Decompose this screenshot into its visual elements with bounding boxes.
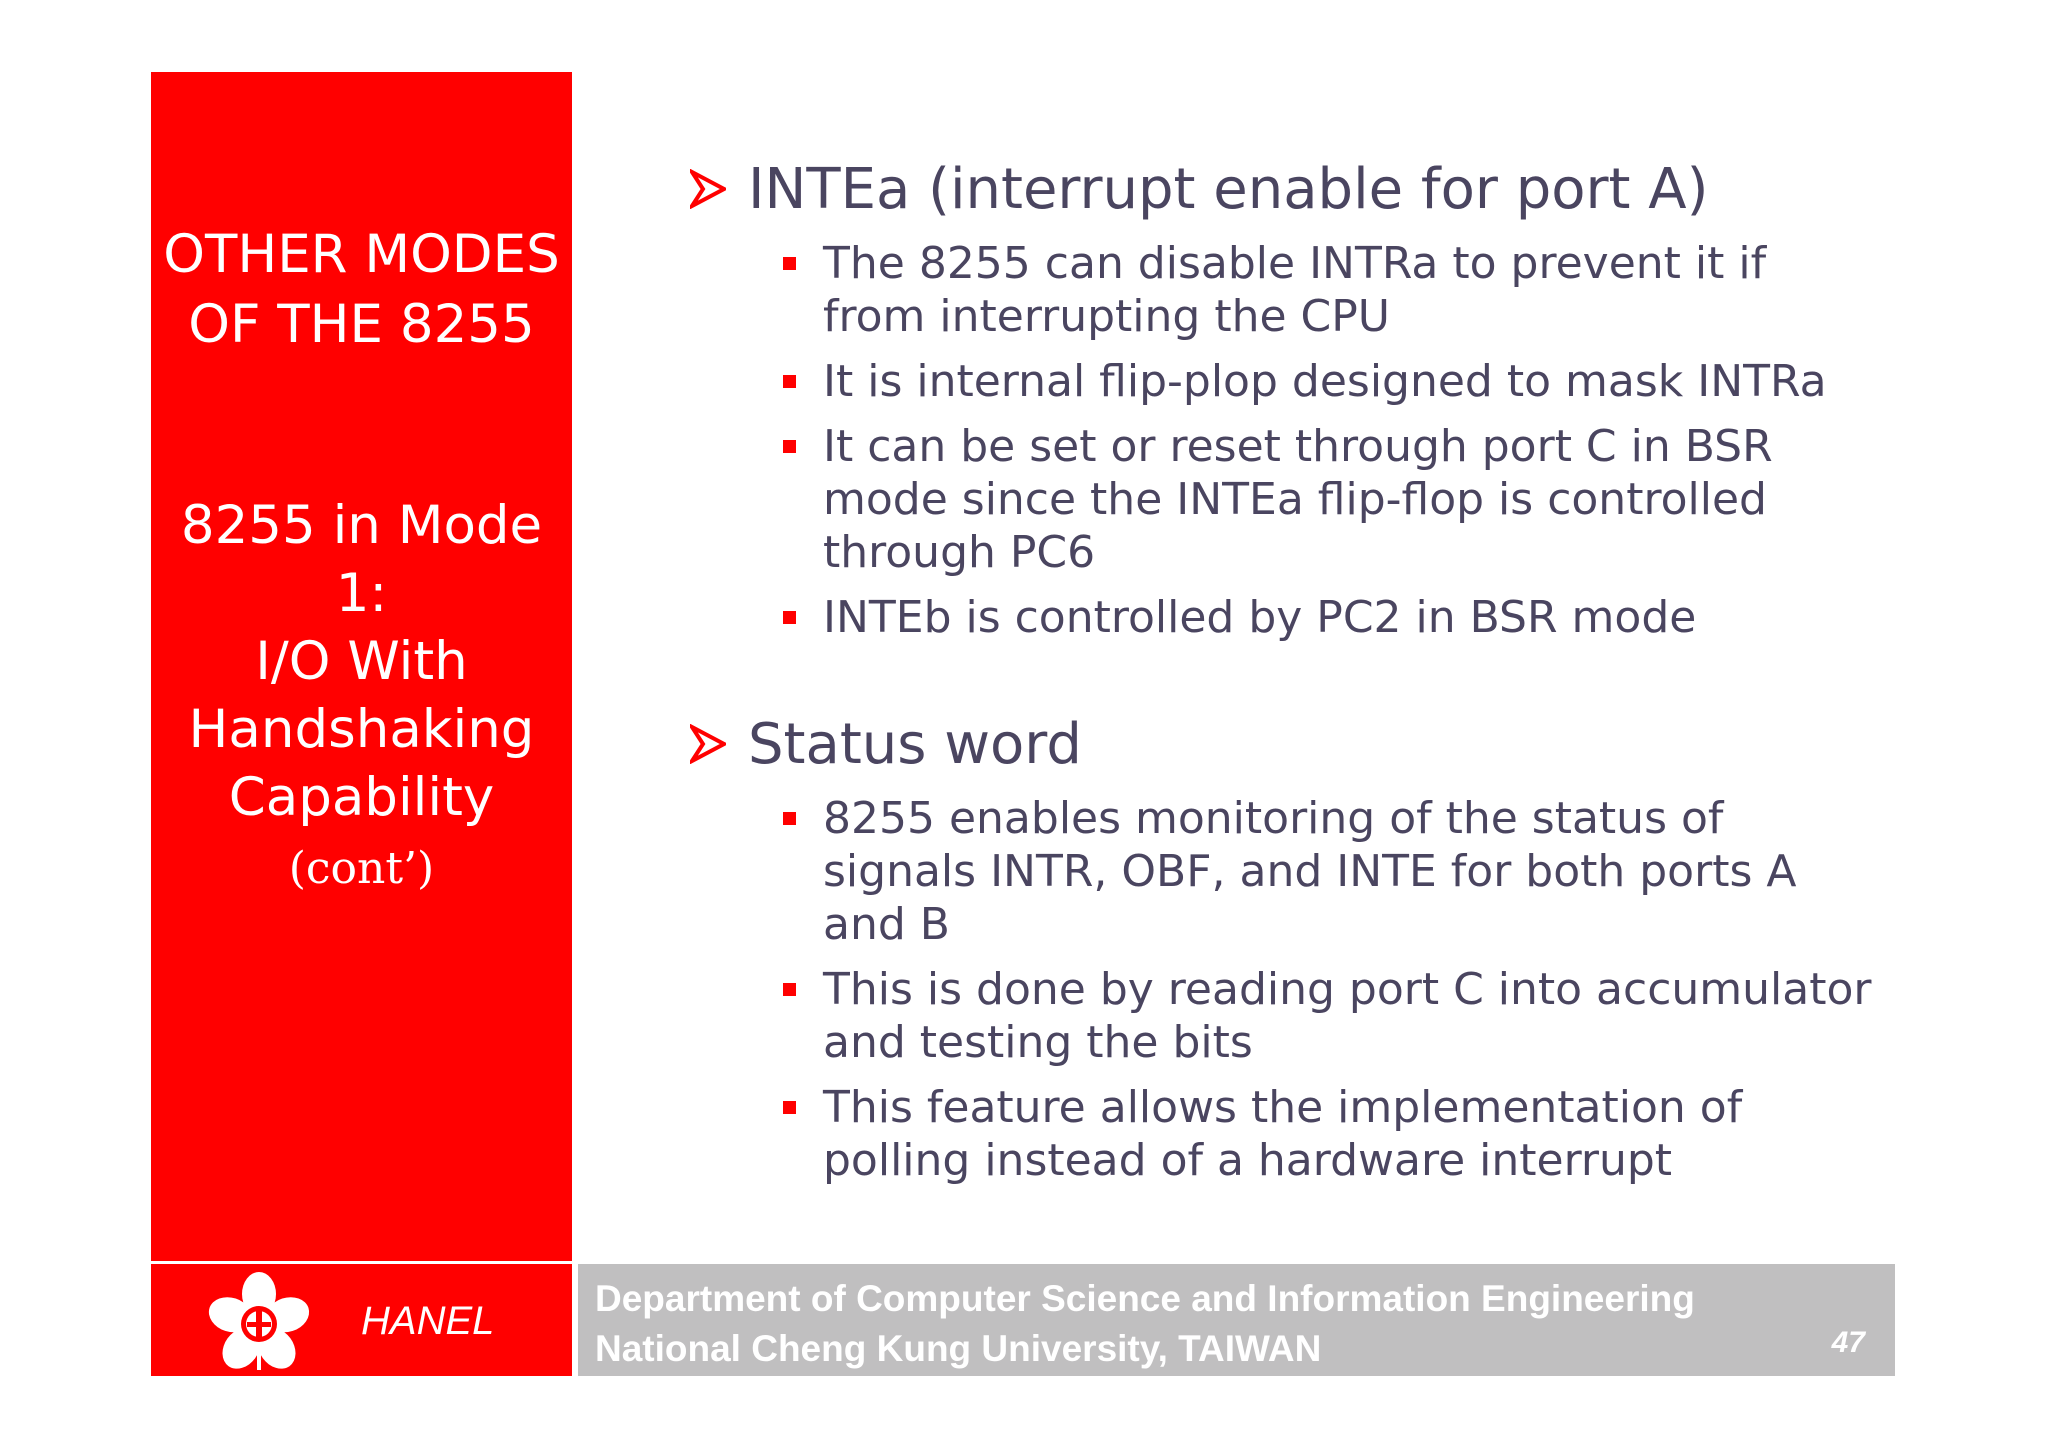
section-heading-text: Status word [748, 712, 1082, 777]
slide-subtitle-cont: (cont’) [288, 843, 435, 894]
department-name: Department of Computer Science and Information Engineering [595, 1278, 1695, 1319]
footer-affiliation [595, 1274, 1695, 1374]
red-square-bullet-icon [783, 983, 796, 996]
slide-subtitle-line-4 [151, 764, 572, 903]
bullet-list [690, 237, 1883, 644]
page-number: 47 [1831, 1326, 1865, 1359]
red-square-bullet-icon [783, 375, 796, 388]
list-item-text: This feature allows the implementation of polling instead of a hardware interrupt [823, 1082, 1743, 1186]
list-item-text: This is done by reading port C into accumulator and testing the bits [823, 964, 1872, 1068]
list-item-text: INTEb is controlled by PC2 in BSR mode [823, 592, 1697, 643]
list-item-text: The 8255 can disable INTRa to prevent it if from interrupting the CPU [823, 238, 1767, 342]
red-square-bullet-icon [783, 257, 796, 270]
list-item [690, 1081, 1883, 1187]
section-heading-text: INTEa (interrupt enable for port A) [748, 157, 1709, 222]
slide-subtitle [151, 492, 572, 903]
list-item [690, 420, 1883, 579]
red-square-bullet-icon [783, 1101, 796, 1114]
slide-subtitle-capability: Capability [228, 767, 495, 828]
list-item-text: It is internal flip-plop designed to mask INTRa [823, 356, 1827, 407]
list-item [690, 591, 1883, 644]
list-item-text: 8255 enables monitoring of the status of signals INTR, OBF, and INTE for both ports A and B [823, 793, 1797, 950]
red-square-bullet-icon [783, 611, 796, 624]
list-item [690, 792, 1883, 951]
footer-logo-panel [151, 1264, 572, 1376]
section-intea [690, 155, 1883, 644]
red-square-bullet-icon [783, 440, 796, 453]
slide-title-line-2: OF THE 8255 [188, 294, 535, 355]
section-heading [690, 710, 1883, 780]
author-name: HANEL [361, 1299, 495, 1343]
sidebar-title-panel [151, 72, 572, 1261]
slide-title-line-1: OTHER MODES [163, 224, 560, 285]
list-item-text: It can be set or reset through port C in BSR mode since the INTEa flip-flop is controlled through PC6 [823, 421, 1773, 578]
arrowhead-icon [690, 169, 726, 209]
list-item [690, 355, 1883, 408]
slide-title [151, 220, 572, 360]
section-status-word [690, 710, 1883, 1187]
slide-subtitle-line-3: Handshaking [188, 699, 535, 760]
footer-department-bar [578, 1264, 1895, 1376]
ncku-emblem-icon [201, 1272, 317, 1372]
arrowhead-icon [690, 724, 726, 764]
list-item [690, 963, 1883, 1069]
slide-subtitle-line-2: I/O With [255, 631, 468, 692]
section-heading [690, 155, 1883, 225]
slide-subtitle-line-1: 8255 in Mode 1: [180, 495, 543, 624]
list-item [690, 237, 1883, 343]
red-square-bullet-icon [783, 812, 796, 825]
university-name: National Cheng Kung University, TAIWAN [595, 1328, 1322, 1369]
bullet-list [690, 792, 1883, 1187]
slide-content [690, 0, 1890, 1250]
